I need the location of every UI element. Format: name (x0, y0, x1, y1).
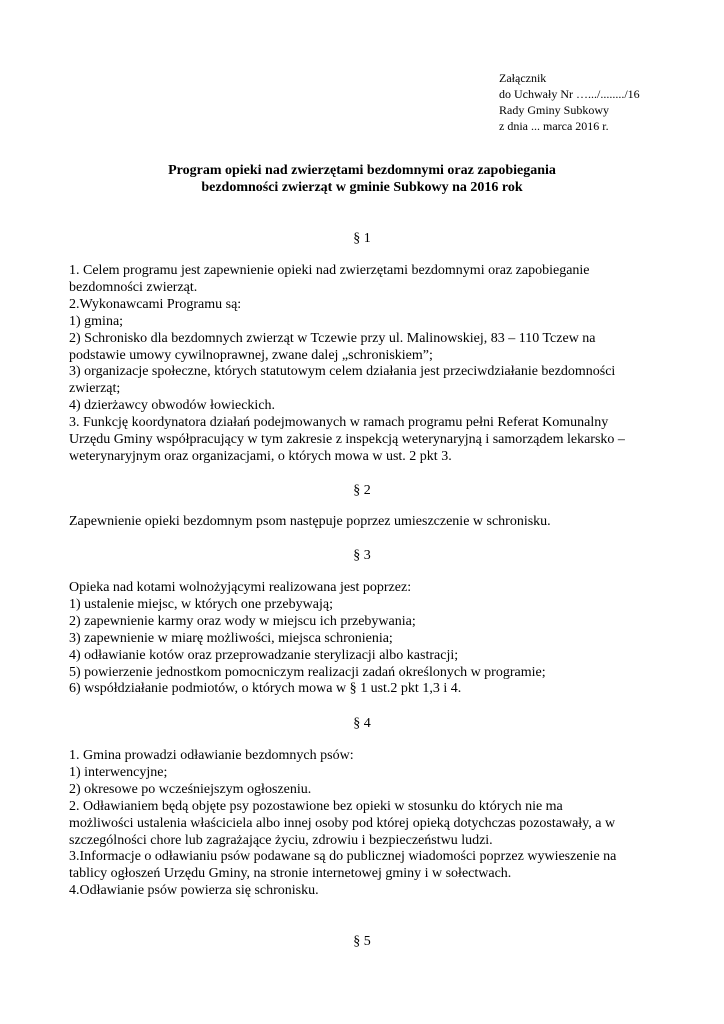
section-1-heading: § 1 (353, 231, 371, 246)
list-item: 2) okresowe po wcześniejszym ogłoszeniu. (69, 781, 312, 797)
list-item: 5) powierzenie jednostkom pomocniczym realizacji zadań określonych w programie; (69, 664, 546, 680)
paragraph-line: 2. Odławianiem będą objęte psy pozostawione bez opieki w stosunku do których nie ma (69, 798, 563, 814)
document-title (0, 162, 724, 196)
list-item: 4) dzierżawcy obwodów łowieckich. (69, 398, 276, 414)
paragraph-line: 4.Odławianie psów powierza się schronisku. (69, 883, 319, 899)
paragraph-line: podstawie umowy cywilnoprawnej, zwane dalej „schroniskiem”; (69, 347, 433, 363)
section-4-heading: § 4 (353, 716, 371, 731)
paragraph-line: możliwości ustalenia właściciela albo innej osoby pod której opieką dotychczas pozostawały, a w (69, 815, 616, 831)
paragraph-line: bezdomności zwierząt. (69, 279, 198, 295)
section-2-heading: § 2 (353, 483, 371, 498)
paragraph-line: weterynaryjnym oraz organizacjami, o których mowa w ust. 2 pkt 3. (69, 448, 452, 464)
section-1-body (69, 263, 669, 466)
paragraph-line: Zapewnienie opieki bezdomnym psom następuje poprzez umieszczenie w schronisku. (69, 514, 551, 529)
title-line-1: Program opieki nad zwierzętami bezdomnymi oraz zapobiegania (168, 163, 556, 178)
title-line-2: bezdomności zwierząt w gminie Subkowy na 2016 rok (201, 180, 523, 195)
paragraph-line: 1. Celem programu jest zapewnienie opieki nad zwierzętami bezdomnymi oraz zapobieganie (69, 263, 590, 278)
paragraph-line: zwierząt; (69, 381, 121, 397)
paragraph-line: 3.Informacje o odławianiu psów podawane są do publicznej wiadomości poprzez wywieszenie na (69, 849, 617, 865)
section-5-heading: § 5 (353, 934, 371, 949)
list-item: 3) organizacje społeczne, których statutowym celem działania jest przeciwdziałanie bezdomności (69, 364, 616, 380)
list-item: 2) Schronisko dla bezdomnych zwierząt w Tczewie przy ul. Malinowskiej, 83 – 110 Tczew na (69, 330, 596, 346)
attachment-label: Załącznik (499, 71, 547, 85)
section-3-heading: § 3 (353, 548, 371, 563)
list-item: 4) odławianie kotów oraz przeprowadzanie sterylizacji albo kastracji; (69, 647, 459, 663)
paragraph-line: 3. Funkcję koordynatora działań podejmowanych w ramach programu pełni Referat Komunalny (69, 415, 609, 431)
resolution-number: do Uchwały Nr ….../......../16 (499, 87, 640, 101)
list-item: 1) gmina; (69, 313, 124, 329)
section-2-body (69, 514, 669, 531)
paragraph-line: 1. Gmina prowadzi odławianie bezdomnych psów: (69, 748, 354, 763)
paragraph-line: tablicy ogłoszeń Urzędu Gminy, na stronie internetowej gminy i w sołectwach. (69, 866, 512, 882)
section-3-body (69, 580, 669, 698)
list-item: 6) współdziałanie podmiotów, o których mowa w § 1 ust.2 pkt 1,3 i 4. (69, 681, 462, 697)
attachment-note (499, 70, 640, 134)
paragraph-line: 2.Wykonawcami Programu są: (69, 296, 242, 312)
council-name: Rady Gminy Subkowy (499, 103, 610, 117)
section-4-body (69, 748, 669, 900)
list-item: 3) zapewnienie w miarę możliwości, miejsca schronienia; (69, 630, 393, 646)
list-item: 2) zapewnienie karmy oraz wody w miejscu ich przebywania; (69, 613, 416, 629)
paragraph-line: Opieka nad kotami wolnożyjącymi realizowana jest poprzez: (69, 580, 412, 595)
resolution-date: z dnia ... marca 2016 r. (499, 119, 609, 133)
list-item: 1) interwencyjne; (69, 764, 168, 780)
paragraph-line: szczególności chore lub zagrażające życiu, zdrowiu i bezpieczeństwu ludzi. (69, 832, 493, 848)
list-item: 1) ustalenie miejsc, w których one przebywają; (69, 596, 333, 612)
paragraph-line: Urzędu Gminy współpracujący w tym zakresie z inspekcją weterynaryjną i samorządem lekarsko – (69, 432, 625, 448)
